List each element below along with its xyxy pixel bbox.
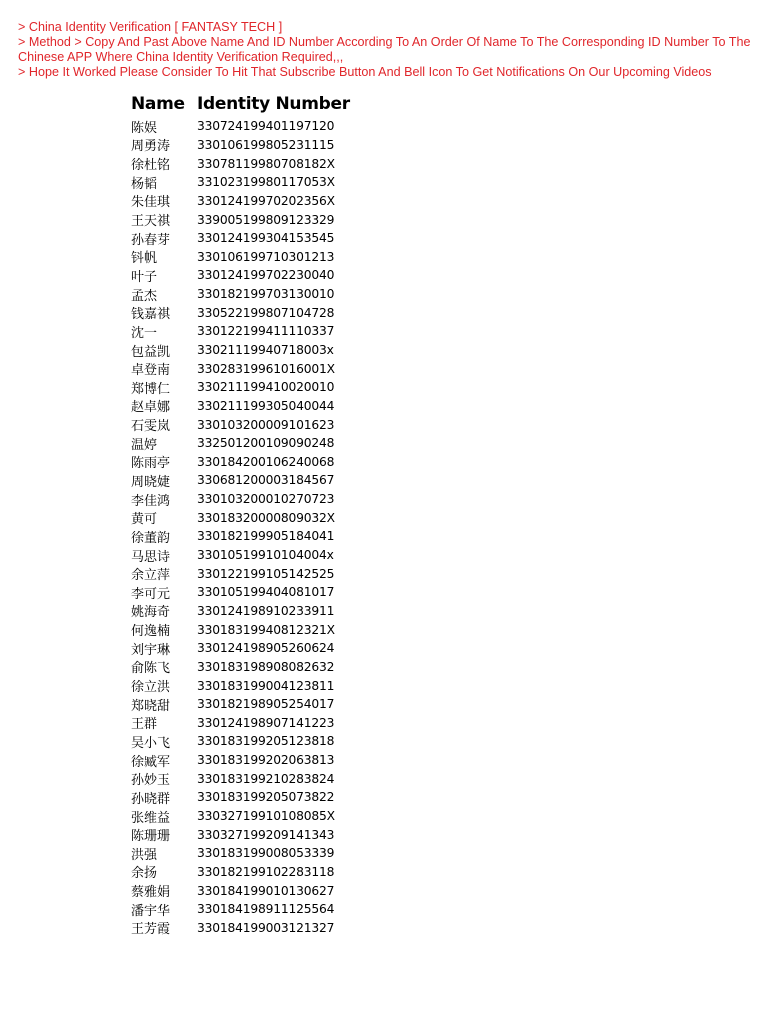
row-identity-number: 330124198910233911 <box>197 603 335 618</box>
table-row <box>131 285 417 304</box>
row-identity-number: 330122199105142525 <box>197 566 335 581</box>
row-identity-number: 330124199304153545 <box>197 231 335 246</box>
table-row <box>131 359 417 378</box>
row-name: 石雯岚 <box>131 419 171 435</box>
row-name: 陈雨亭 <box>131 456 171 472</box>
row-name: 陈娱 <box>131 120 158 136</box>
row-identity-number: 330183199205073822 <box>197 790 335 805</box>
table-row <box>131 117 417 136</box>
row-name: 王群 <box>131 717 158 733</box>
row-identity-number: 330103200009101623 <box>197 417 335 432</box>
row-identity-number: 330105199404081017 <box>197 585 335 600</box>
table-body <box>131 117 417 937</box>
row-name: 王芳霞 <box>131 922 171 938</box>
table-row <box>131 732 417 751</box>
table-row <box>131 154 417 173</box>
table-row <box>131 639 417 658</box>
row-identity-number: 330211199305040044 <box>197 398 335 413</box>
table-row <box>131 210 417 229</box>
row-name: 赵卓娜 <box>131 400 171 416</box>
table-row <box>131 453 417 472</box>
row-name: 包益凯 <box>131 344 171 360</box>
row-identity-number: 330182199905184041 <box>197 529 335 544</box>
row-identity-number: 330183199202063813 <box>197 753 335 768</box>
row-name: 钭帆 <box>131 251 158 267</box>
row-name: 郑晓甜 <box>131 698 171 714</box>
row-identity-number: 339005199809123329 <box>197 212 335 227</box>
row-name: 李佳鸿 <box>131 493 171 509</box>
row-name: 黄可 <box>131 512 158 528</box>
row-identity-number: 330681200003184567 <box>197 473 335 488</box>
row-name: 洪强 <box>131 847 158 863</box>
table-row <box>131 658 417 677</box>
row-name: 叶子 <box>131 269 158 285</box>
row-name: 马思诗 <box>131 549 171 565</box>
table-row <box>131 602 417 621</box>
row-name: 周勇涛 <box>131 139 171 155</box>
table-row <box>131 807 417 826</box>
table-row <box>131 229 417 248</box>
table-row <box>131 919 417 938</box>
table-row <box>131 378 417 397</box>
row-name: 俞陈飞 <box>131 661 171 677</box>
row-name: 徐杜铭 <box>131 158 171 174</box>
row-name: 何逸楠 <box>131 624 171 640</box>
row-identity-number: 33012419970202356X <box>197 193 335 208</box>
row-name: 徐臧军 <box>131 754 171 770</box>
table-row <box>131 247 417 266</box>
note-method: > Method > Copy And Past Above Name And ID Number According To An Order Of Name To The Corresponding ID Number To The Chinese APP Where China Identity Verification Required,,, <box>18 35 751 64</box>
table-header-row <box>131 92 417 114</box>
row-name: 沈一 <box>131 325 158 341</box>
row-name: 吴小飞 <box>131 735 171 751</box>
table-row <box>131 322 417 341</box>
row-name: 周晓婕 <box>131 475 171 490</box>
row-identity-number: 330183199008053339 <box>197 846 335 861</box>
table-row <box>131 173 417 192</box>
table-row <box>131 303 417 322</box>
table-row <box>131 192 417 211</box>
row-identity-number: 332501200109090248 <box>197 436 335 451</box>
row-identity-number: 33018320000809032X <box>197 510 335 525</box>
row-identity-number: 330184200106240068 <box>197 454 335 469</box>
row-identity-number: 33102319980117053X <box>197 175 335 190</box>
row-name: 徐立洪 <box>131 680 171 696</box>
row-identity-number: 330106199710301213 <box>197 249 335 264</box>
row-identity-number: 33018319940812321X <box>197 622 335 637</box>
row-name: 卓登南 <box>131 363 171 379</box>
table-row <box>131 527 417 546</box>
row-name: 温婷 <box>131 437 158 453</box>
row-identity-number: 330103200010270723 <box>197 492 335 507</box>
row-identity-number: 330327199209141343 <box>197 827 335 842</box>
row-identity-number: 330182199703130010 <box>197 287 335 302</box>
row-identity-number: 330183199004123811 <box>197 678 335 693</box>
row-name: 余立萍 <box>131 568 171 584</box>
row-identity-number: 330124199702230040 <box>197 268 335 283</box>
table-row <box>131 714 417 733</box>
table-row <box>131 341 417 360</box>
table-row <box>131 844 417 863</box>
table-row <box>131 490 417 509</box>
row-identity-number: 33010519910104004x <box>197 548 334 563</box>
table-row <box>131 863 417 882</box>
row-name: 孙春芽 <box>131 232 171 248</box>
instruction-notes <box>18 20 758 80</box>
row-name: 姚海奇 <box>131 605 171 621</box>
row-name: 孟杰 <box>131 288 158 304</box>
table-row <box>131 266 417 285</box>
row-identity-number: 330184199010130627 <box>197 883 335 898</box>
row-name: 余扬 <box>131 866 158 882</box>
row-identity-number: 330522199807104728 <box>197 305 335 320</box>
header-identity-number: Identity Number <box>197 94 350 114</box>
table-row <box>131 751 417 770</box>
row-identity-number: 330183199210283824 <box>197 771 335 786</box>
table-row <box>131 583 417 602</box>
table-row <box>131 825 417 844</box>
table-row <box>131 397 417 416</box>
table-row <box>131 434 417 453</box>
row-identity-number: 33021119940718003x <box>197 343 334 357</box>
table-row <box>131 788 417 807</box>
note-title: > China Identity Verification [ FANTASY TECH ] <box>18 20 283 34</box>
row-name: 李可元 <box>131 586 171 602</box>
table-row <box>131 900 417 919</box>
row-identity-number: 330183199205123818 <box>197 734 335 749</box>
row-identity-number: 330106199805231115 <box>197 137 335 152</box>
row-identity-number: 33078119980708182X <box>197 156 335 171</box>
row-name: 潘宇华 <box>131 903 171 919</box>
table-row <box>131 471 417 490</box>
row-identity-number: 330124198907141223 <box>197 715 335 730</box>
row-identity-number: 330124198905260624 <box>197 641 335 656</box>
row-identity-number: 330182198905254017 <box>197 697 335 712</box>
row-identity-number: 330184198911125564 <box>197 902 335 917</box>
row-name: 朱佳琪 <box>131 195 171 211</box>
row-identity-number: 330724199401197120 <box>197 119 335 134</box>
identity-table <box>131 92 417 937</box>
header-name: Name <box>131 94 185 114</box>
row-identity-number: 33028319961016001X <box>197 361 335 376</box>
row-name: 孙妙玉 <box>131 773 171 789</box>
row-identity-number: 330122199411110337 <box>197 324 335 339</box>
row-name: 刘宇琳 <box>131 642 171 658</box>
row-name: 蔡雅娟 <box>131 885 171 901</box>
row-name: 钱嘉祺 <box>131 307 171 323</box>
table-row <box>131 546 417 565</box>
table-row <box>131 676 417 695</box>
row-name: 郑博仁 <box>131 381 171 397</box>
table-row <box>131 564 417 583</box>
table-row <box>131 881 417 900</box>
row-name: 徐董韵 <box>131 530 171 546</box>
table-row <box>131 695 417 714</box>
row-name: 王天祺 <box>131 214 171 230</box>
row-identity-number: 330184199003121327 <box>197 920 335 935</box>
table-row <box>131 136 417 155</box>
row-identity-number: 330183198908082632 <box>197 659 335 674</box>
row-name: 孙晓群 <box>131 791 171 807</box>
table-row <box>131 508 417 527</box>
row-name: 张维益 <box>131 810 171 826</box>
note-subscribe: > Hope It Worked Please Consider To Hit That Subscribe Button And Bell Icon To Get Notifications On Our Upcoming Videos <box>18 65 712 79</box>
row-identity-number: 33032719910108085X <box>197 809 335 824</box>
table-row <box>131 620 417 639</box>
row-identity-number: 330182199102283118 <box>197 864 335 879</box>
row-name: 杨韬 <box>131 176 158 192</box>
table-row <box>131 415 417 434</box>
row-identity-number: 330211199410020010 <box>197 380 335 395</box>
table-row <box>131 769 417 788</box>
row-name: 陈珊珊 <box>131 829 171 845</box>
